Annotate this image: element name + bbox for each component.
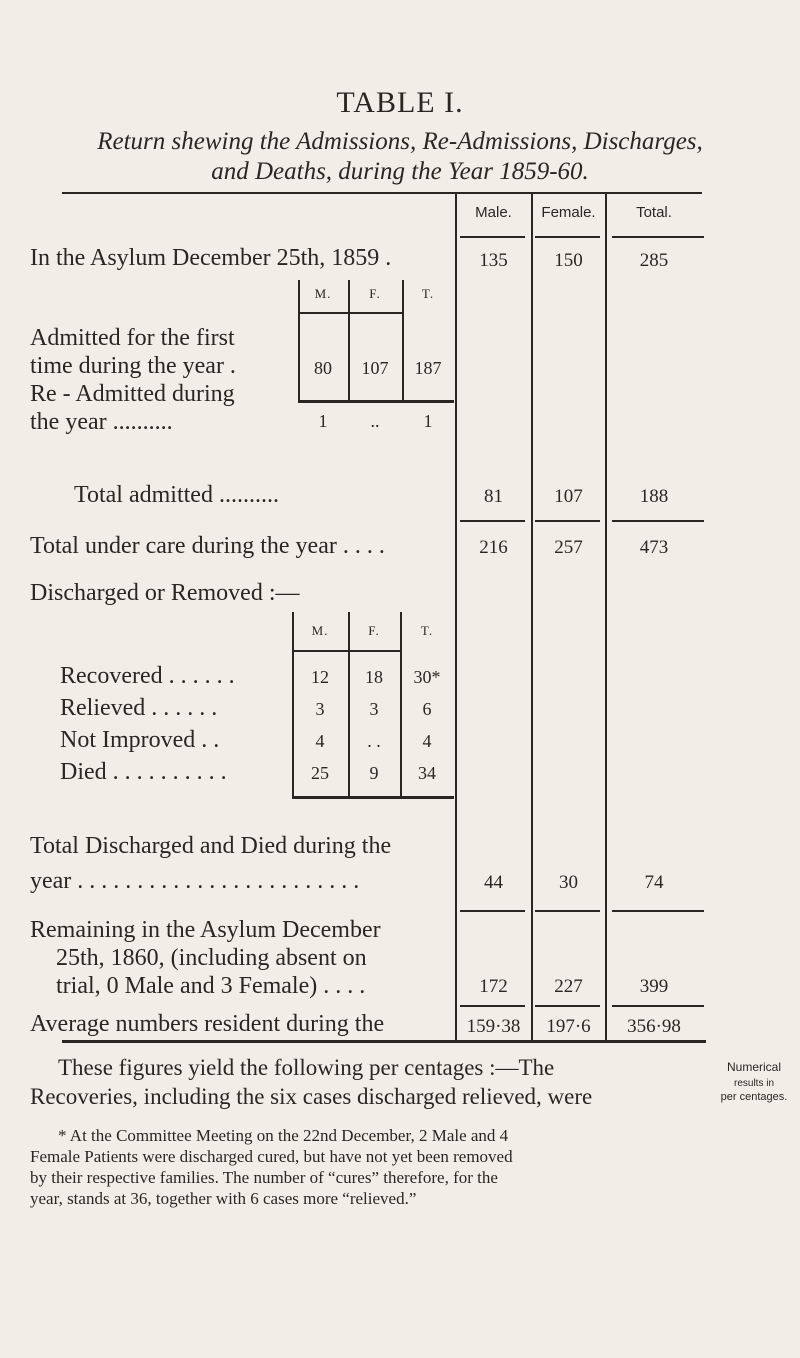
row-remaining-total: 399 xyxy=(639,976,669,997)
total-col-divider xyxy=(605,193,607,1041)
footnote-line1: * At the Committee Meeting on the 22nd December, 2 Male and 4 xyxy=(58,1126,509,1145)
row-readmitted-m: 1 xyxy=(318,411,328,431)
row-average-female: 197·6 xyxy=(546,1016,591,1037)
admissions-subheader-t: T. xyxy=(421,286,435,301)
row-total-under-care-total: 473 xyxy=(639,537,669,558)
admissions-divider-1 xyxy=(298,280,300,400)
row-average-label1: Average numbers resident during the xyxy=(30,1011,385,1037)
header-total: Total. xyxy=(636,204,672,221)
header-male: Male. xyxy=(475,204,512,221)
male-col-divider xyxy=(455,193,457,1041)
row-average-total: 356·98 xyxy=(627,1016,681,1037)
admissions-divider-2 xyxy=(348,280,350,400)
admissions-subheader-rule xyxy=(298,312,402,314)
female-col-divider xyxy=(531,193,533,1041)
table-subtitle-line1: Return shewing the Admissions, Re-Admissions, Discharges, xyxy=(97,128,703,155)
footnote-line2: Female Patients were discharged cured, but have not yet been removed xyxy=(30,1147,513,1166)
discharges-subheader-f: F. xyxy=(368,623,380,638)
header-rule-total xyxy=(612,236,704,238)
row-total-discharged-label2: year . . . . . . . . . . . . . . . . . . . . . . . . xyxy=(30,868,360,894)
table-bottom-rule xyxy=(62,1040,706,1043)
row-total-admitted-female: 107 xyxy=(554,486,583,507)
admissions-divider-3 xyxy=(402,280,404,400)
discharged-heading: Discharged or Removed :— xyxy=(30,580,300,606)
row-relieved-label: Relieved . . . . . . xyxy=(60,695,218,721)
row-admitted-first-t: 187 xyxy=(414,358,442,378)
row-admitted-first-label1: Admitted for the first xyxy=(30,325,235,351)
remaining-rule-female xyxy=(535,1005,600,1007)
admissions-bottom-rule xyxy=(298,400,454,403)
row-died-m: 25 xyxy=(311,763,329,783)
header-rule-male xyxy=(460,236,525,238)
row-recovered-t: 30* xyxy=(413,667,441,687)
discharges-subheader-t: T. xyxy=(420,623,434,638)
row-admitted-first-m: 80 xyxy=(314,358,332,378)
discharges-bottom-rule xyxy=(292,796,454,799)
total-admitted-rule-male xyxy=(460,520,525,522)
row-recovered-f: 18 xyxy=(365,667,383,687)
body-text-line2: Recoveries, including the six cases discharged relieved, were xyxy=(30,1084,593,1109)
row-remaining-female: 227 xyxy=(554,976,583,997)
row-remaining-label2: 25th, 1860, (including absent on xyxy=(56,945,367,971)
row-total-admitted-total: 188 xyxy=(639,486,669,507)
row-admitted-first-label2: time during the year . xyxy=(30,353,236,379)
row-recovered-label: Recovered . . . . . . xyxy=(60,663,235,689)
margin-note-line3: per centages. xyxy=(720,1091,788,1103)
row-total-discharged-male: 44 xyxy=(484,872,503,893)
header-rule-female xyxy=(535,236,600,238)
table-title: TABLE I. xyxy=(336,86,464,119)
row-died-f: 9 xyxy=(369,763,379,783)
row-total-discharged-label1: Total Discharged and Died during the xyxy=(30,833,392,859)
row-in-asylum-female: 150 xyxy=(554,250,583,271)
discharges-subheader-rule xyxy=(292,650,400,652)
row-total-discharged-female: 30 xyxy=(559,872,578,893)
row-readmitted-t: 1 xyxy=(423,411,433,431)
row-total-under-care-female: 257 xyxy=(554,537,583,558)
row-died-t: 34 xyxy=(418,763,436,783)
remaining-rule-male xyxy=(460,1005,525,1007)
row-recovered-m: 12 xyxy=(311,667,329,687)
row-not-improved-label: Not Improved . . xyxy=(60,727,220,753)
row-remaining-label1: Remaining in the Asylum December xyxy=(30,917,381,943)
total-admitted-rule-female xyxy=(535,520,600,522)
margin-note-line2: results in xyxy=(733,1078,774,1089)
total-discharged-rule-total xyxy=(612,910,704,912)
table-subtitle-line2: and Deaths, during the Year 1859-60. xyxy=(211,158,589,185)
row-total-admitted-label: Total admitted .......... xyxy=(74,482,279,508)
row-total-under-care-label: Total under care during the year . . . . xyxy=(30,533,385,559)
row-not-improved-f: . . xyxy=(367,731,381,751)
footnote-line3: by their respective families. The number of “cures” therefore, for the xyxy=(30,1168,498,1187)
row-not-improved-m: 4 xyxy=(315,731,325,751)
total-admitted-rule-total xyxy=(612,520,704,522)
remaining-rule-total xyxy=(612,1005,704,1007)
margin-note-line1: Numerical xyxy=(726,1060,781,1074)
row-admitted-first-f: 107 xyxy=(361,358,389,378)
row-average-male: 159·38 xyxy=(466,1016,521,1037)
row-died-label: Died . . . . . . . . . . xyxy=(60,759,227,785)
admissions-subheader-f: F. xyxy=(369,286,381,301)
row-readmitted-f: .. xyxy=(370,411,380,431)
row-remaining-male: 172 xyxy=(479,976,508,997)
row-readmitted-label2: the year .......... xyxy=(30,409,173,435)
row-remaining-label3: trial, 0 Male and 3 Female) . . . . xyxy=(56,973,366,999)
row-relieved-f: 3 xyxy=(369,699,379,719)
body-text-line1: These figures yield the following per centages :—The xyxy=(58,1055,555,1080)
header-female: Female. xyxy=(541,204,596,221)
row-relieved-m: 3 xyxy=(315,699,325,719)
row-readmitted-label1: Re - Admitted during xyxy=(30,381,235,407)
row-in-asylum-label: In the Asylum December 25th, 1859 . xyxy=(30,245,392,271)
discharges-subheader-m: M. xyxy=(311,623,329,638)
row-relieved-t: 6 xyxy=(422,699,432,719)
row-not-improved-t: 4 xyxy=(422,731,432,751)
row-total-under-care-male: 216 xyxy=(479,537,508,558)
total-discharged-rule-female xyxy=(535,910,600,912)
row-in-asylum-male: 135 xyxy=(479,250,508,271)
total-discharged-rule-male xyxy=(460,910,525,912)
admissions-subheader-m: M. xyxy=(314,286,332,301)
row-total-discharged-total: 74 xyxy=(644,872,664,893)
footnote-line4: year, stands at 36, together with 6 cases more “relieved.” xyxy=(30,1189,417,1208)
row-in-asylum-total: 285 xyxy=(639,250,669,271)
row-total-admitted-male: 81 xyxy=(484,486,503,507)
